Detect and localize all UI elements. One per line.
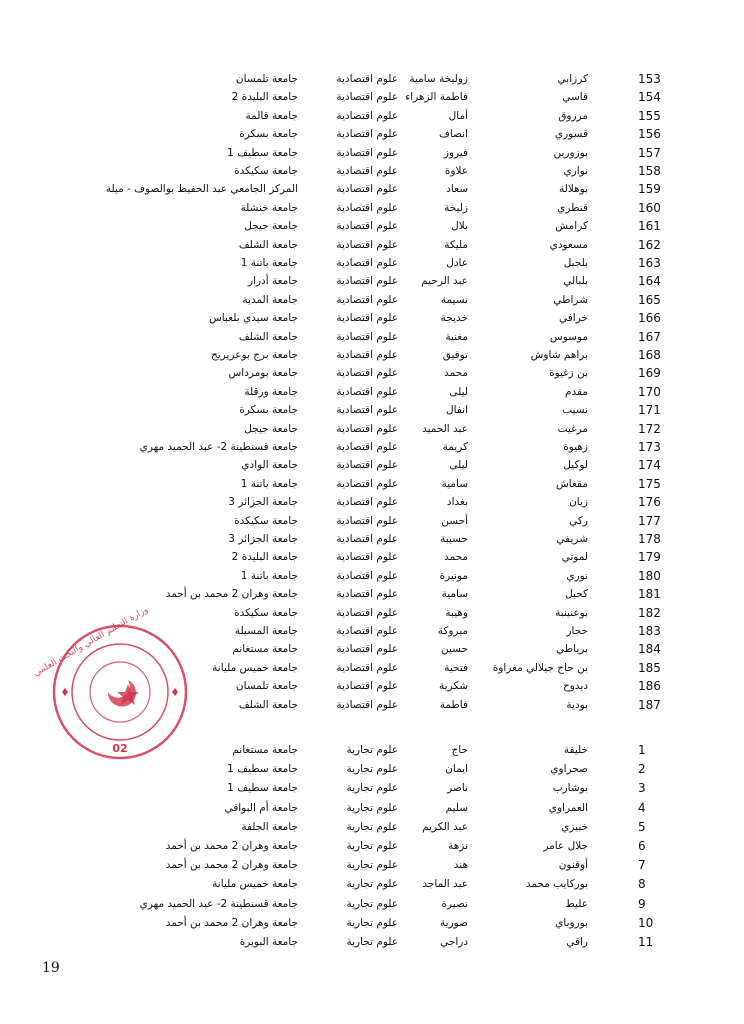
row-number: 186 <box>638 679 661 694</box>
specialty: علوم اقتصادية <box>336 165 398 177</box>
university: جامعة المسيلة <box>234 625 298 637</box>
last-name: مسعودي <box>549 238 588 251</box>
table-row <box>0 199 744 217</box>
first-name: علاوة <box>444 165 468 177</box>
university: جامعة أدرار <box>248 275 298 288</box>
last-name: برياطي <box>556 643 588 656</box>
last-name: خبيزي <box>561 820 588 833</box>
first-name: حسين <box>440 643 468 656</box>
first-name: زوليخة سامية <box>409 73 468 85</box>
table-row <box>0 272 744 290</box>
table-row <box>0 144 744 162</box>
specialty: علوم اقتصادية <box>336 606 398 619</box>
first-name: نزهة <box>448 840 468 852</box>
row-number: 178 <box>638 532 661 546</box>
first-name: توفيق <box>442 349 468 361</box>
first-name: نسيمة <box>440 293 468 306</box>
first-name: حاج <box>451 744 468 756</box>
last-name: بوعنينبة <box>555 606 588 619</box>
first-name: عبد الكريم <box>422 820 468 833</box>
university: جامعة باتنة 1 <box>240 569 298 582</box>
specialty: علوم اقتصادية <box>336 404 398 417</box>
first-name: شكرية <box>439 680 468 693</box>
specialty: علوم اقتصادية <box>336 275 398 288</box>
row-number: 8 <box>638 877 646 892</box>
university: جامعة الجزائر 3 <box>228 496 298 509</box>
university: جامعة سيدي بلعباس <box>208 312 298 325</box>
row-number: 1 <box>638 743 646 757</box>
first-name: ليلى <box>449 385 468 398</box>
first-name: ايمان <box>445 763 468 776</box>
table-row <box>0 420 744 438</box>
specialty: علوم اقتصادية <box>336 698 398 711</box>
table-row <box>0 88 744 106</box>
university: جامعة سكيكدة <box>234 606 298 619</box>
table-row <box>0 107 744 125</box>
specialty: علوم تجارية <box>346 916 398 929</box>
university: جامعة ورقلة <box>244 385 298 398</box>
row-number: 183 <box>638 624 661 638</box>
last-name: مرغيت <box>557 422 588 435</box>
university: جامعة وهران 2 محمد بن أحمد <box>165 840 298 852</box>
row-number: 171 <box>638 403 661 418</box>
table-row <box>0 125 744 143</box>
university: المركز الجامعي عبد الحفيظ بوالصوف - ميلة <box>105 183 298 196</box>
row-number: 177 <box>638 513 661 528</box>
table-row <box>0 818 744 836</box>
first-name: هند <box>453 859 468 872</box>
university: جامعة الشلف <box>238 238 298 251</box>
table-row <box>0 236 744 254</box>
specialty: علوم تجارية <box>346 840 398 852</box>
row-number: 158 <box>638 164 661 178</box>
specialty: علوم تجارية <box>346 782 398 795</box>
last-name: بوزورين <box>553 146 588 159</box>
first-name: بغداد <box>446 496 468 509</box>
first-name: أحسن <box>441 514 468 527</box>
last-name: مقدم <box>565 385 588 398</box>
row-number: 163 <box>638 256 661 270</box>
university: جامعة المدية <box>242 293 298 306</box>
table-row <box>0 456 744 474</box>
university: جامعة مستغانم <box>232 744 298 756</box>
row-number: 159 <box>638 182 661 197</box>
row-number: 11 <box>638 935 654 949</box>
table-row <box>0 364 744 382</box>
table-row <box>0 346 744 364</box>
first-name: أمال <box>448 109 468 122</box>
last-name: بودية <box>566 698 588 711</box>
last-name: العمراوي <box>548 801 588 814</box>
specialty: علوم اقتصادية <box>336 312 398 325</box>
last-name: لموتي <box>561 551 588 564</box>
first-name: فتحية <box>444 661 468 674</box>
last-name: عليط <box>565 897 588 910</box>
last-name: بلبالي <box>563 275 588 288</box>
university: جامعة وهران 2 محمد بن أحمد <box>165 916 298 929</box>
specialty: علوم تجارية <box>346 763 398 776</box>
official-stamp <box>31 604 190 762</box>
table-row <box>0 779 744 797</box>
row-number: 10 <box>638 915 654 930</box>
specialty: علوم اقتصادية <box>336 91 398 104</box>
first-name: بلال <box>451 220 468 233</box>
row-number: 173 <box>638 440 661 454</box>
row-number: 154 <box>638 90 661 105</box>
table-row <box>0 856 744 874</box>
specialty: علوم اقتصادية <box>336 625 398 637</box>
specialty: علوم اقتصادية <box>336 569 398 582</box>
specialty: علوم اقتصادية <box>336 441 398 453</box>
first-name: زليخة <box>444 201 468 214</box>
last-name: زهيوة <box>563 441 588 453</box>
university: جامعة بسكرة <box>239 128 298 141</box>
table-row <box>0 309 744 327</box>
table-row <box>0 475 744 493</box>
row-number: 168 <box>638 348 661 362</box>
first-name: مغنية <box>445 330 468 343</box>
row-number: 169 <box>638 366 661 381</box>
specialty: علوم اقتصادية <box>336 367 398 380</box>
last-name: حجار <box>566 625 588 637</box>
row-number: 160 <box>638 200 661 215</box>
row-number: 187 <box>638 697 661 712</box>
first-name: صورية <box>440 916 468 929</box>
first-name: مليكة <box>444 238 468 251</box>
table-row <box>0 493 744 511</box>
specialty: علوم اقتصادية <box>336 422 398 435</box>
row-number: 161 <box>638 219 661 234</box>
table-row <box>0 401 744 419</box>
university: جامعة جيجل <box>244 220 298 233</box>
first-name: حسيبة <box>440 533 468 545</box>
university: جامعة البليدة 2 <box>231 551 298 564</box>
last-name: كحيل <box>565 588 588 601</box>
table-row <box>0 548 744 566</box>
last-name: قنطري <box>557 201 588 214</box>
university: جامعة قالمة <box>245 109 298 122</box>
specialty: علوم اقتصادية <box>336 73 398 85</box>
specialty: علوم تجارية <box>346 801 398 814</box>
specialty: علوم اقتصادية <box>336 551 398 564</box>
university: جامعة الشلف <box>238 330 298 343</box>
table-row <box>0 567 744 585</box>
first-name: عبد الحميد <box>422 422 468 435</box>
first-name: محمد <box>444 367 468 380</box>
specialty: علوم اقتصادية <box>336 385 398 398</box>
specialty: علوم اقتصادية <box>336 514 398 527</box>
first-name: انصاف <box>438 128 468 141</box>
last-name: لوكيل <box>563 459 588 472</box>
row-number: 155 <box>638 108 661 123</box>
row-number: 172 <box>638 421 661 436</box>
university: جامعة برج بوعريريج <box>211 349 298 361</box>
university: جامعة بسكرة <box>239 404 298 417</box>
first-name: دراجي <box>440 936 468 948</box>
first-name: انفال <box>446 404 468 417</box>
specialty: علوم اقتصادية <box>336 293 398 306</box>
university: جامعة خنشلة <box>240 201 298 214</box>
last-name: بن حاج جيلالي مغراوة <box>492 661 588 674</box>
university: جامعة سطيف 1 <box>227 782 298 795</box>
table-row <box>0 895 744 913</box>
last-name: قاسي <box>562 91 588 104</box>
university: جامعة الجزائر 3 <box>228 533 298 545</box>
last-name: بوركايب محمد <box>525 878 588 891</box>
table-row <box>0 162 744 180</box>
table-row <box>0 837 744 855</box>
university: جامعة خميس مليانة <box>212 661 298 674</box>
last-name: ديدوح <box>563 680 588 693</box>
last-name: شراطي <box>553 293 588 306</box>
stamp-code: 02 <box>112 742 128 755</box>
specialty: علوم اقتصادية <box>336 146 398 159</box>
first-name: سعاد <box>446 183 468 196</box>
last-name: قسوري <box>554 128 588 141</box>
first-name: وهيبة <box>445 606 468 619</box>
university: جامعة بومرداس <box>228 367 298 380</box>
specialty: علوم اقتصادية <box>336 680 398 693</box>
row-number: 167 <box>638 329 661 344</box>
university: جامعة أم البواقي <box>224 801 298 814</box>
university: جامعة وهران 2 محمد بن أحمد <box>165 859 298 872</box>
table-row <box>0 512 744 530</box>
last-name: ركي <box>569 514 588 527</box>
table-row <box>0 933 744 951</box>
first-name: مبروكة <box>437 625 468 637</box>
university: جامعة باتنة 1 <box>240 477 298 490</box>
first-name: عبد الرحيم <box>421 275 468 288</box>
university: جامعة خميس مليانة <box>212 878 298 891</box>
table-row <box>0 70 744 88</box>
last-name: مرزوق <box>558 109 588 122</box>
first-name: ليلى <box>449 459 468 472</box>
specialty: علوم اقتصادية <box>336 349 398 361</box>
university: جامعة قسنطينة 2- عبد الحميد مهري <box>139 441 298 453</box>
table-row <box>0 799 744 817</box>
last-name: موسوس <box>549 330 588 343</box>
row-number: 162 <box>638 237 661 252</box>
table-row <box>0 914 744 932</box>
last-name: بوهلالة <box>559 183 588 196</box>
first-name: نصيرة <box>441 897 468 910</box>
university: جامعة وهران 2 محمد بن أحمد <box>165 588 298 601</box>
specialty: علوم اقتصادية <box>336 183 398 196</box>
last-name: أوقنون <box>558 859 588 872</box>
first-name: كريمة <box>442 441 468 453</box>
first-name: خديجة <box>440 312 468 325</box>
first-name: عادل <box>446 257 468 269</box>
last-name: نواري <box>563 165 588 177</box>
first-name: فاطمة <box>439 698 468 711</box>
row-number: 3 <box>638 781 646 796</box>
row-number: 6 <box>638 839 646 853</box>
specialty: علوم تجارية <box>346 936 398 948</box>
row-number: 7 <box>638 858 646 873</box>
university: جامعة باتنة 1 <box>240 257 298 269</box>
specialty: علوم تجارية <box>346 820 398 833</box>
row-number: 180 <box>638 568 661 583</box>
last-name: براهم شاوش <box>530 349 588 361</box>
specialty: علوم اقتصادية <box>336 330 398 343</box>
table-row <box>0 585 744 603</box>
table-row <box>0 530 744 548</box>
table-row <box>0 383 744 401</box>
row-number: 179 <box>638 550 661 565</box>
first-name: سامية <box>441 477 468 490</box>
stamp-text: وزارة التعليم العالي والبحث العلمي <box>31 604 151 679</box>
table-row <box>0 328 744 346</box>
row-number: 4 <box>638 800 646 815</box>
specialty: علوم اقتصادية <box>336 201 398 214</box>
specialty: علوم اقتصادية <box>336 220 398 233</box>
university: جامعة سكيكدة <box>234 165 298 177</box>
row-number: 185 <box>638 660 661 675</box>
table-row <box>0 291 744 309</box>
specialty: علوم تجارية <box>346 744 398 756</box>
first-name: سامية <box>441 588 468 601</box>
last-name: كرزابي <box>557 73 588 85</box>
university: جامعة الوادي <box>241 459 298 472</box>
specialty: علوم اقتصادية <box>336 459 398 472</box>
row-number: 170 <box>638 384 661 399</box>
table-row <box>0 760 744 778</box>
last-name: راقي <box>566 936 588 948</box>
last-name: خرافي <box>559 312 588 325</box>
university: جامعة الشلف <box>238 698 298 711</box>
last-name: نسيب <box>562 404 588 417</box>
university: جامعة سطيف 1 <box>227 146 298 159</box>
specialty: علوم اقتصادية <box>336 661 398 674</box>
row-number: 2 <box>638 762 646 777</box>
last-name: بن زغيوة <box>549 367 588 380</box>
table-row <box>0 604 744 622</box>
university: جامعة جيجل <box>244 422 298 435</box>
specialty: علوم تجارية <box>346 878 398 891</box>
last-name: بوشارب <box>552 782 588 795</box>
table-row <box>0 875 744 893</box>
university: جامعة البويرة <box>239 936 298 948</box>
row-number: 176 <box>638 495 661 510</box>
last-name: خليفة <box>563 744 588 756</box>
first-name: محمد <box>444 551 468 564</box>
last-name: شريفي <box>556 533 588 545</box>
specialty: علوم اقتصادية <box>336 128 398 141</box>
university: جامعة الجلفة <box>241 820 298 833</box>
row-number: 165 <box>638 292 661 307</box>
row-number: 184 <box>638 642 661 657</box>
first-name: فيروز <box>443 146 468 159</box>
first-name: مونيرة <box>439 569 468 582</box>
row-number: 153 <box>638 72 661 86</box>
last-name: نوري <box>566 569 588 582</box>
row-number: 175 <box>638 476 661 491</box>
table-row <box>0 217 744 235</box>
table-row <box>0 180 744 198</box>
last-name: كرامش <box>555 220 588 233</box>
specialty: علوم اقتصادية <box>336 238 398 251</box>
last-name: بوروباي <box>555 916 588 929</box>
table-row <box>0 254 744 272</box>
page-number: 19 <box>42 960 60 976</box>
row-number: 9 <box>638 896 646 911</box>
last-name: جلال عامر <box>543 840 588 852</box>
last-name: صحراوي <box>550 763 588 776</box>
specialty: علوم اقتصادية <box>336 533 398 545</box>
first-name: فاطمة الزهراء <box>405 91 468 104</box>
first-name: سليم <box>445 801 468 814</box>
specialty: علوم اقتصادية <box>336 477 398 490</box>
first-name: عبد الماجد <box>422 878 468 891</box>
last-name: مقعاش <box>555 477 588 490</box>
first-name: ناصر <box>447 782 468 795</box>
row-number: 5 <box>638 819 646 834</box>
university: جامعة مستغانم <box>232 643 298 656</box>
row-number: 182 <box>638 605 661 620</box>
specialty: علوم اقتصادية <box>336 109 398 122</box>
specialty: علوم اقتصادية <box>336 643 398 656</box>
specialty: علوم تجارية <box>346 897 398 910</box>
university: جامعة سكيكدة <box>234 514 298 527</box>
row-number: 174 <box>638 458 661 473</box>
row-number: 181 <box>638 587 661 602</box>
specialty: علوم اقتصادية <box>336 496 398 509</box>
row-number: 164 <box>638 274 661 289</box>
table-row <box>0 438 744 456</box>
specialty: علوم تجارية <box>346 859 398 872</box>
university: جامعة تلمسان <box>235 680 298 693</box>
row-number: 166 <box>638 311 661 326</box>
university: جامعة البليدة 2 <box>231 91 298 104</box>
row-number: 156 <box>638 127 661 142</box>
university: جامعة قسنطينة 2- عبد الحميد مهري <box>139 897 298 910</box>
row-number: 157 <box>638 145 661 160</box>
last-name: بلجبل <box>563 257 588 269</box>
last-name: زيان <box>569 496 588 509</box>
specialty: علوم اقتصادية <box>336 588 398 601</box>
university: جامعة سطيف 1 <box>227 763 298 776</box>
university: جامعة تلمسان <box>235 73 298 85</box>
specialty: علوم اقتصادية <box>336 257 398 269</box>
